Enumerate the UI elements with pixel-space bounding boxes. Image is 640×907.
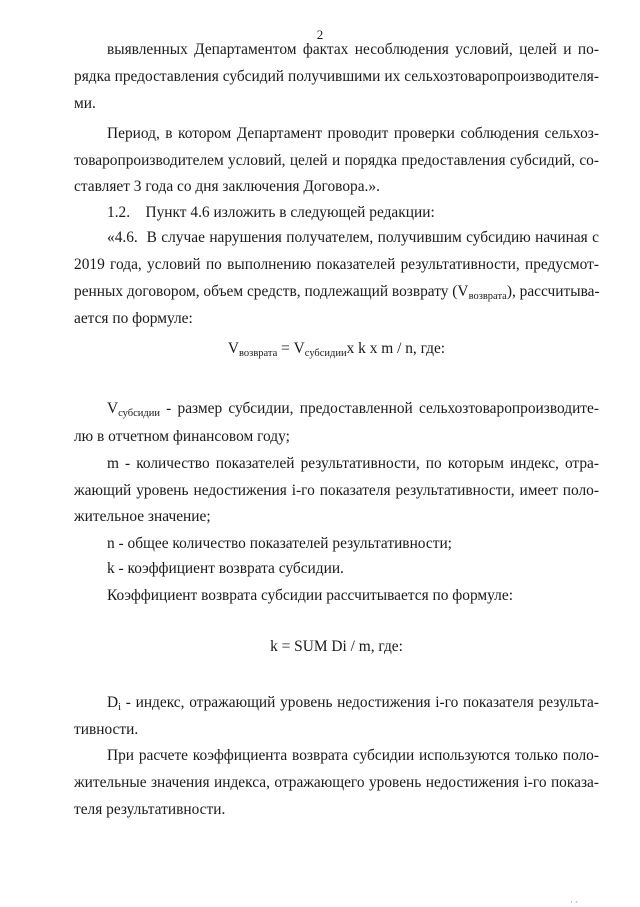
text-line: лю в отчетном финансовом году;: [74, 428, 290, 445]
subscript: возврата: [468, 291, 507, 302]
text-run: ренных договором, объем средств, подлежащий возврату (V: [74, 283, 469, 300]
text-run: - индекс, отражающий уровень недостижения i-го показателя результа-: [121, 694, 599, 711]
formula-v: [74, 339, 599, 359]
text-run: = V: [277, 340, 305, 357]
text-line: При расчете коэффициента возврата субсидии используются только поло-: [107, 747, 599, 764]
text-line: [107, 693, 599, 713]
subscript: возврата: [239, 348, 278, 359]
subscript: субсидии: [304, 348, 347, 359]
text-line: Период, в котором Департамент проводит проверки соблюдения сельхоз-: [107, 125, 599, 142]
text-line: [107, 399, 599, 419]
text-run: V: [107, 400, 119, 417]
text-line: жающий уровень недостижения i-го показателя результативности, имеет поло-: [74, 482, 599, 499]
text-line: m - количество показателей результативности, по которым индекс, отра-: [107, 455, 599, 472]
text-line: жительные значения индекса, отражающего уровень недостижения i-го показа-: [74, 774, 599, 791]
text-line: 1.2. Пункт 4.6 изложить в следующей редакции:: [107, 204, 435, 221]
text-run: - размер субсидии, предоставленной сельхозтоваропроизводите-: [159, 400, 599, 417]
text-line: [74, 282, 599, 302]
text-line: теля результативности.: [74, 801, 226, 818]
scan-mark: · ·: [570, 897, 579, 907]
subscript: субсидии: [118, 408, 160, 419]
text-line: выявленных Департаментом фактах несоблюдения условий, целей и по-: [107, 41, 599, 58]
text-run: D: [107, 694, 119, 711]
text-line: n - общее количество показателей результативности;: [107, 535, 452, 552]
text-line: ается по формуле:: [74, 310, 193, 327]
formula-k: k = SUM Di / m, где:: [270, 638, 403, 655]
text-line: товаропроизводителем условий, целей и порядка предоставления субсидий, со-: [74, 152, 599, 169]
text-line: жительное значение;: [74, 508, 211, 525]
page-number: 2: [316, 27, 324, 42]
text-line: «4.6. В случае нарушения получателем, получившим субсидию начиная с: [107, 229, 599, 246]
text-line: ми.: [74, 95, 96, 112]
text-line: k - коэффициент возврата субсидии.: [107, 560, 344, 577]
text-line: 2019 года, условий по выполнению показателей результативности, предусмот-: [74, 256, 599, 273]
subscript: i: [118, 702, 122, 713]
text-run: ), рассчитыва-: [506, 283, 600, 300]
text-run: V: [227, 340, 240, 357]
text-line: тивности.: [74, 721, 139, 738]
text-line: Коэффициент возврата субсидии рассчитывается по формуле:: [107, 587, 513, 604]
text-line: рядка предоставления субсидий получившими их сельхозтоваропроизводителя-: [74, 68, 599, 85]
text-run: x k x m / n, где:: [346, 340, 446, 357]
text-line: ставляет 3 года со дня заключения Договора.».: [74, 178, 380, 195]
